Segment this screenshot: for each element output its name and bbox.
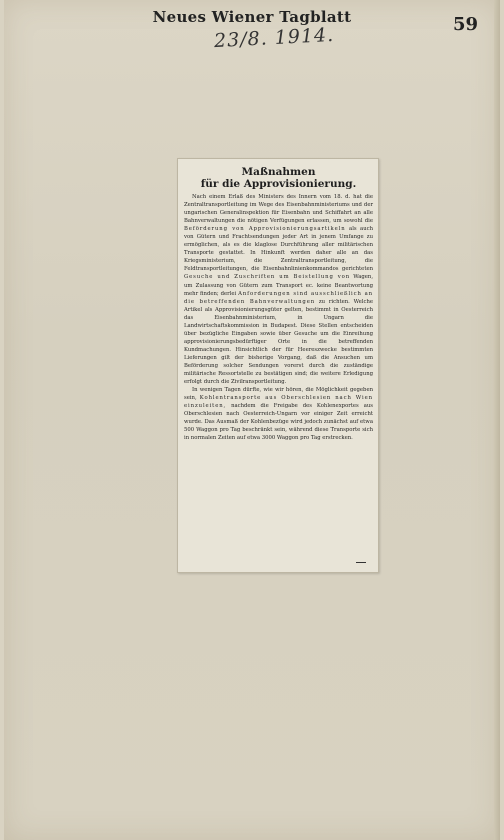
archive-sheet — [4, 0, 500, 840]
spaced-emphasis: Kohlentransporte aus Oberschlesien nach Wien einzuleiten, — [184, 395, 373, 410]
text-run: zu richten. Welche Artikel als Approvisionierungsgüter gelten, bestimmt in Oesterreich das Eisenbahnministerium, in Ungarn die Landwirtschaftskommission in Budapest. Diese Stellen entscheiden über bezügliche Eingaben sowie über Gesuche um die Einreihung approvisionierungsbedürftiger Orte in die betreffenden Kundmachungen. Hinsichtlich der für Heereszwecke bestimmten Lieferungen gilt der bisherige Vorgang, daß die Ansuchen um Beförderung solcher Sendungen vorerst durch die zuständige militärische Ressortstelle zu bestätigen sind; die weitere Erledigung erfolgt durch die Zivilransportleitung. — [184, 298, 373, 386]
spaced-emphasis: Gesuche und Zuschriften um Beistellung von — [184, 274, 351, 281]
article-paragraph-1 — [184, 193, 373, 386]
newspaper-masthead: Neues Wiener Tagblatt — [152, 8, 352, 26]
article-title-line-2: für die Approvisionierung. — [200, 178, 357, 190]
sheet-edge — [494, 0, 500, 840]
text-run: In wenigen Tagen dürfte, wie wir hören, die Möglichkeit gegeben sein, — [184, 387, 373, 402]
article-title-line-1: Maßnahmen — [241, 166, 316, 178]
page-number: 59 — [452, 14, 478, 35]
spaced-emphasis: Anforderungen sind ausschließlich an die betreffenden Bahnverwaltungen — [184, 290, 373, 305]
text-run: Nach einem Erlaß des Ministers des Innern vom 18. d. hat die Zentraltransportleitung im Wege des Eisenbahnministeriums und der ungarischen Generalinspektion für Eisenbahn und Schiffahrt an alle Bahnverwaltungen die nötigen Verfügungen erlassen, um sowohl die — [184, 194, 373, 225]
end-dash — [356, 562, 366, 563]
text-run: als auch von Gütern und Frachtsendungen jeder Art in jenem Umfange zu ermöglichen, als es die klaglose Durchführung aller militärischen Transporte gestattet. In Hinkunft werden daher alle an das Kriegsministerium, die Zentraltransportleitung, die Feldtransportleitungen, die Eisenbahnlinienkommandos gerichteten — [184, 226, 374, 273]
article-body — [184, 193, 373, 442]
article-paragraph-2 — [184, 386, 373, 442]
spaced-emphasis: Beförderung von Approvisionierungsartikeln — [184, 226, 346, 233]
article-title — [184, 166, 373, 190]
text-run: Wagen, um Zulassung von Gütern zum Transport ec. keine Beantwortung mehr finden; derlei — [184, 274, 373, 297]
newspaper-clipping — [177, 158, 379, 573]
handwritten-date: 23/8. 1914. — [213, 23, 335, 53]
text-run: nachdem die Freigabe des Kohlenexportes aus Oberschlesien nach Oesterreich-Ungarn vor einiger Zeit erreicht wurde. Das Ausmaß der Kohlenbezüge wird jedoch zunächst auf etwa 500 Waggon pro Tag beschränkt sein, während diese Transporte sich in normalen Zeiten auf etwa 3000 Waggon pro Tag erstrecken. — [184, 403, 373, 442]
